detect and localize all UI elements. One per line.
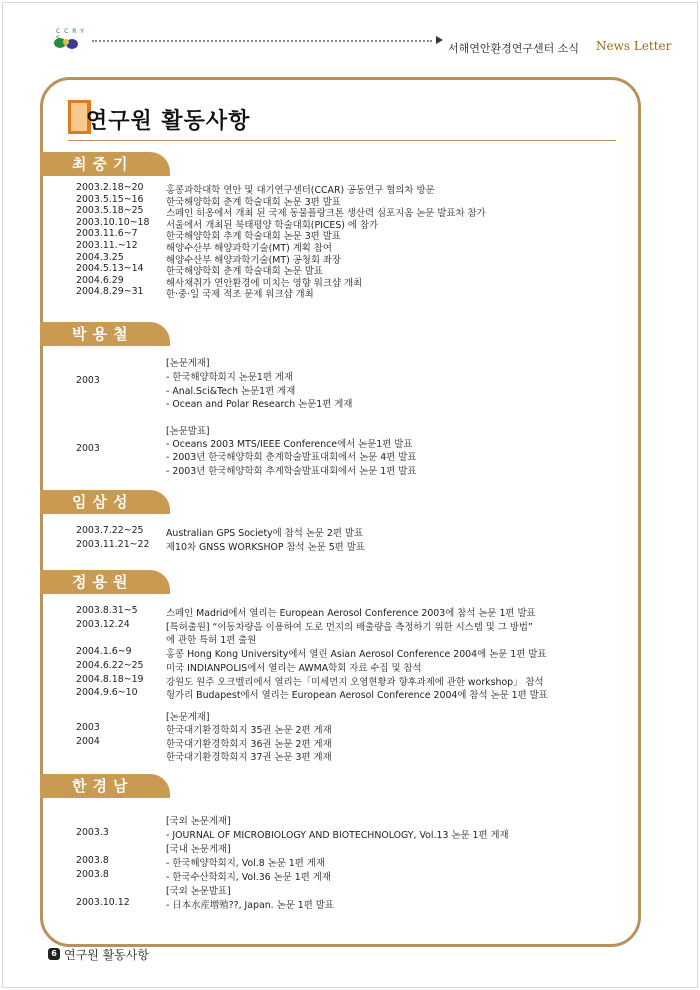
activity-text: 해사채취가 연안환경에 미치는 영향 워크샵 개최 [166, 277, 363, 289]
activity-text: 홍콩 Hong Kong University에서 열린 Asian Aerosol Conference 2004에 논문 1편 발표 [166, 649, 547, 661]
section-tab-lim: 임삼성 [40, 490, 170, 514]
activity-text: [국외 논문발표] [166, 886, 231, 897]
activity-text: 스페인 히옹에서 개최 된 국제 동물플랑크톤 생산력 심포지옴 논문 발표차 참가 [166, 208, 486, 220]
activity-date: 2003.7.22~25 [76, 525, 144, 536]
date: 2003 [76, 375, 100, 386]
activity-text: - 2003년 한국해양학회 춘계학술발표대회에서 논문 4편 발표 [166, 452, 417, 464]
pub-label: [논문게재] [166, 712, 210, 723]
section-tab-jung: 정용원 [40, 570, 170, 594]
activity-date: 2004.3.25 [76, 251, 124, 263]
activity-text: [국외 논문게재] [166, 816, 231, 827]
activity-date: 2004.6.29 [76, 274, 124, 286]
header-dotted-rule [92, 40, 432, 42]
activity-text: - Oceans 2003 MTS/IEEE Conference에서 논문1편 발표 [166, 439, 413, 451]
activity-text: 스페인 Madrid에서 열리는 European Aerosol Conference 2003에 참석 논문 1편 발표 [166, 608, 536, 619]
section-tab-han: 한경남 [40, 774, 170, 798]
activity-text: 한국해양학회 추계 학술대회 논문 3편 발표 [166, 231, 341, 243]
activity-text: - 한국수산학회지, Vol.36 논문 1편 게재 [166, 872, 331, 883]
activity-text: 미국 INDIANPOLIS에서 열리는 AWMA학회 자료 수집 및 참석 [166, 662, 422, 674]
activity-text: 한·중·일 국제 적조 문제 워크샵 개최 [166, 289, 314, 301]
activity-date: 2003.8 [76, 869, 109, 880]
activity-text: - 日本水産增殖??, Japan. 논문 1편 발표 [166, 900, 334, 911]
logo-text: C C R Y S [56, 28, 85, 42]
activity-text: 한국대기환경학회지 35권 논문 2편 게재 [166, 725, 332, 736]
activity-text: 한국해양학회 춘계 학술대회 논문 발표 [166, 266, 323, 278]
activity-text: 서울에서 개최된 북태평양 학술대회(PICES) 에 참가 [166, 219, 379, 231]
activity-date: 2003.10.12 [76, 897, 130, 908]
activity-text: [특허출원] “이동차량을 이용하여 도로 먼지의 배출량을 측정하기 위한 시스템 및 그 방법” [166, 621, 533, 633]
activity-date: 2003.11.~12 [76, 240, 138, 251]
activity-text: - 2003년 한국해양학회 추계학술발표대회에서 논문 1편 발표 [166, 465, 417, 477]
heading-divider [68, 140, 616, 141]
activity-date: 2003.5.15~16 [76, 193, 144, 205]
activity-date: 2004.6.22~25 [76, 659, 144, 671]
activity-date: 2004.5.13~14 [76, 263, 144, 275]
activity-date: 2003.3 [76, 827, 109, 838]
activity-text: [논문발표] [166, 426, 210, 437]
page-title: 연구원 활동사항 [86, 109, 251, 134]
activity-text: [논문게재] [166, 358, 210, 369]
activity-date: 2003.8 [76, 855, 109, 866]
activity-date: 2003 [76, 722, 100, 733]
activity-date: 2004.1.6~9 [76, 646, 132, 658]
arrow-right-icon [436, 36, 443, 44]
activity-text: Australian GPS Society에 참석 논문 2편 발표 [166, 528, 364, 539]
activity-text: 강원도 원주 오크벨리에서 열리는「미세먼지 오염현황과 향후과제에 관한 workshop」 참석 [166, 676, 544, 688]
activity-text: - Anal.Sci&Tech 논문1편 게재 [166, 385, 296, 397]
activity-date: 2004.8.29~31 [76, 286, 144, 298]
activity-text: 해양수산부 해양과학기술(MT) 계획 참여 [166, 243, 332, 254]
activity-text: 에 관한 특허 1편 출원 [166, 635, 257, 647]
activity-date: 2003.8.31~5 [76, 605, 138, 616]
activity-date: 2003.2.18~20 [76, 182, 144, 193]
activity-text: 한국해양학회 춘계 학술대회 논문 3편 발표 [166, 196, 341, 208]
date: 2003 [76, 443, 100, 454]
footer-label: 연구원 활동사항 [64, 948, 149, 962]
page-number: 6 [48, 948, 60, 960]
activity-text: 해양수산부 해양과학기술(MT) 공청회 좌장 [166, 254, 341, 266]
ccrys-logo [48, 28, 88, 52]
activity-text: - JOURNAL OF MICROBIOLOGY AND BIOTECHNOLOGY, Vol.13 논문 1편 게재 [166, 830, 509, 841]
header-brand: News Letter [596, 39, 672, 53]
activity-date: 2003.10.10~18 [76, 216, 150, 228]
activity-date: 2004.9.6~10 [76, 687, 138, 699]
activity-text: [국내 논문게재] [166, 844, 231, 855]
activity-text: - Ocean and Polar Research 논문1편 게재 [166, 399, 353, 411]
activity-text: 홍콩과학대학 연안 및 대기연구센터(CCAR) 공동연구 협의차 방문 [166, 185, 435, 196]
activity-date: 2004 [76, 735, 100, 747]
activity-date: 2004.8.18~19 [76, 673, 144, 685]
activity-text: - 한국해양학회지, Vol.8 논문 1편 게재 [166, 858, 325, 869]
activity-text: 헝가리 Budapest에서 열리는 European Aerosol Conference 2004에 참석 논문 1편 발표 [166, 690, 548, 702]
activity-text: 한국대기환경학회지 36권 논문 2편 게재 [166, 738, 332, 750]
activity-date: 2003.11.6~7 [76, 228, 138, 240]
activity-text: 제10차 GNSS WORKSHOP 참석 논문 5편 발표 [166, 542, 365, 553]
activity-date: 2003.11.21~22 [76, 539, 150, 550]
activity-text: 한국대기환경학회지 37권 논문 3편 게재 [166, 752, 332, 764]
activity-date: 2003.12.24 [76, 618, 130, 630]
activity-date: 2003.5.18~25 [76, 205, 144, 217]
activity-text: - 한국해양학회지 논문1편 게재 [166, 371, 293, 383]
section-tab-park: 박용철 [40, 322, 170, 346]
header-title: 서해연안환경연구센터 소식 [448, 42, 580, 55]
section-tab-choi: 최중기 [40, 152, 170, 176]
